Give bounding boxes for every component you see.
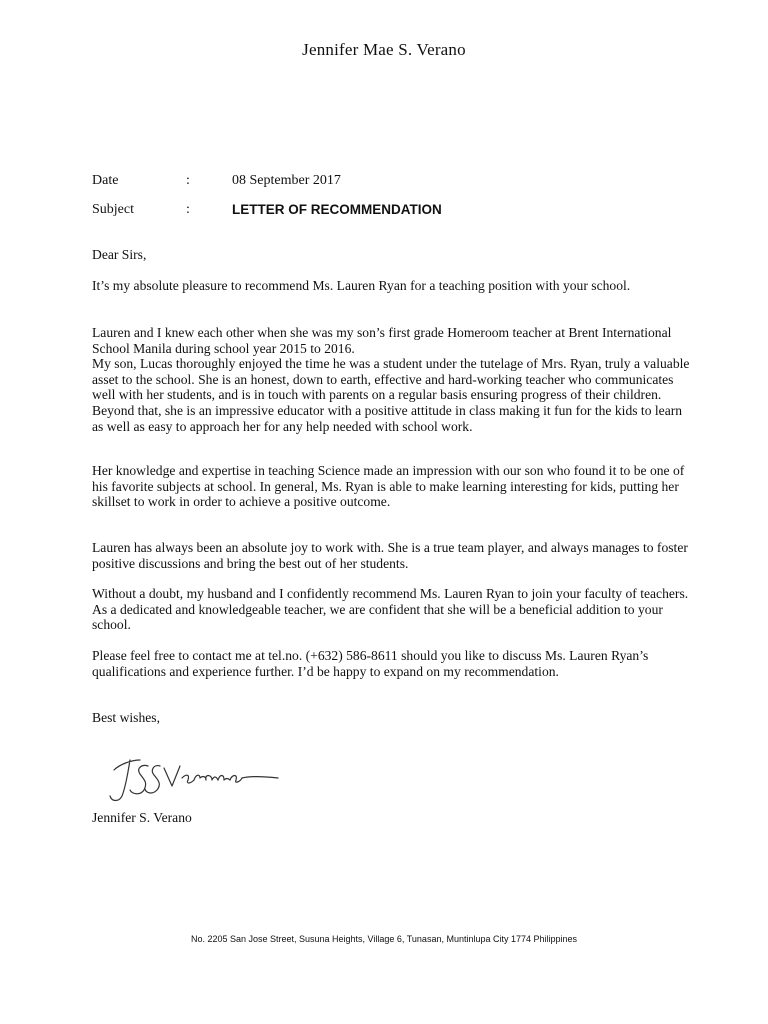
- subject-label: Subject: [92, 202, 134, 217]
- footer-address: No. 2205 San Jose Street, Susuna Heights, Village 6, Tunasan, Muntinlupa City 1774 Philippines: [190, 934, 578, 944]
- paragraph-5-text: Without a doubt, my husband and I confidently recommend Ms. Lauren Ryan to join your faculty of teachers. As a dedicated and knowledgeable teacher, we are confident that she will be a beneficial addition to your school.: [92, 586, 689, 633]
- subject-colon: :: [186, 202, 190, 217]
- paragraph-5: [92, 586, 690, 633]
- paragraph-4-text: Lauren has always been an absolute joy to work with. She is a true team player, and always manages to foster positive discussions and bring the best out of her students.: [92, 540, 688, 571]
- letterhead-name: Jennifer Mae S. Verano: [302, 40, 466, 59]
- signer-name: Jennifer S. Verano: [92, 810, 192, 825]
- paragraph-1-text: It’s my absolute pleasure to recommend Ms. Lauren Ryan for a teaching position with your school.: [92, 278, 631, 293]
- paragraph-6: [92, 648, 690, 679]
- signature-icon: [100, 738, 290, 808]
- date-label: Date: [92, 173, 119, 188]
- salutation: Dear Sirs,: [92, 247, 147, 262]
- paragraph-2: [92, 325, 690, 434]
- paragraph-2a-text: Lauren and I knew each other when she was my son’s first grade Homeroom teacher at Brent International School Manila during school year 2015 to 2016.: [92, 325, 672, 356]
- paragraph-3-text: Her knowledge and expertise in teaching Science made an impression with our son who found it to be one of his favorite subjects at school. In general, Ms. Ryan is able to make learning interesting for kids, putting her skillset to work in order to achieve a positive outcome.: [92, 463, 685, 510]
- date-colon: :: [186, 173, 190, 188]
- paragraph-2b-text: My son, Lucas thoroughly enjoyed the time he was a student under the tutelage of Mrs. Ryan, truly a valuable asset to the school. She is an honest, down to earth, effective and hard-working teacher who communicates well with her students, and is in touch with parents on a regular basis ensuring progress of their children. Beyond that, she is an impressive educator with a positive attitude in class making it fun for the kids to learn as well as easy to approach her for any help needed with school work.: [92, 356, 690, 434]
- paragraph-1: [92, 278, 690, 294]
- paragraph-3: [92, 463, 690, 510]
- paragraph-6-text: Please feel free to contact me at tel.no. (+632) 586-8611 should you like to discuss Ms. Lauren Ryan’s qualifications and experience further. I’d be happy to expand on my recommendation.: [92, 648, 649, 679]
- closing: Best wishes,: [92, 710, 160, 725]
- date-value: 08 September 2017: [232, 173, 341, 188]
- paragraph-4: [92, 540, 690, 571]
- subject-value: LETTER OF RECOMMENDATION: [232, 202, 442, 217]
